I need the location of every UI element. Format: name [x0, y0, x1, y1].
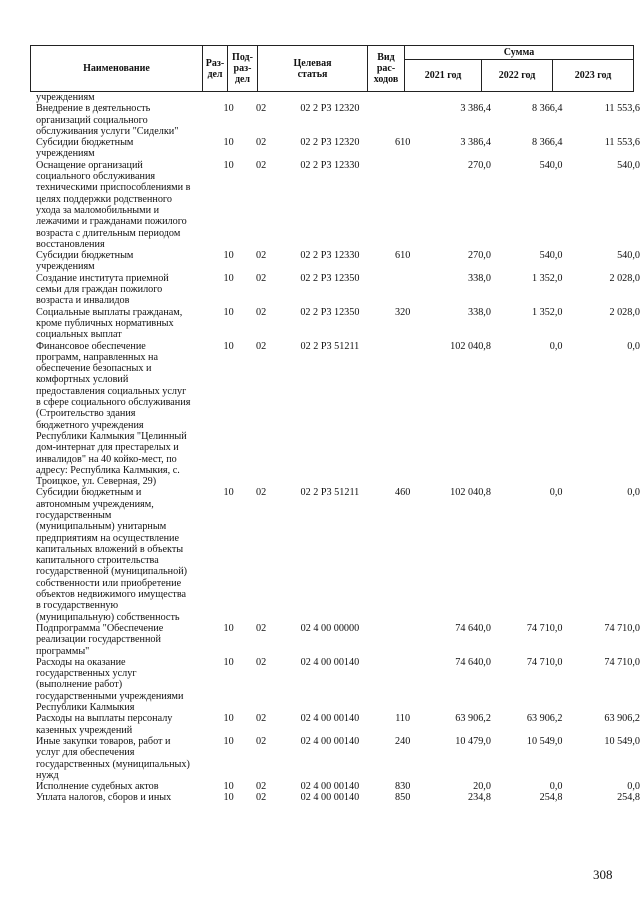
row-sum-2021: 338,0 [468, 306, 491, 318]
row-podrazdel: 02 [256, 713, 267, 725]
row-vid: 850 [395, 792, 411, 804]
table-row [0, 307, 640, 341]
row-sum-2021: 10 479,0 [455, 735, 491, 747]
row-sum-2022: 540,0 [539, 250, 563, 262]
row-podrazdel: 02 [256, 137, 267, 149]
table-header [30, 45, 634, 92]
row-vid: 460 [395, 487, 411, 499]
row-sum-2022: 0,0 [549, 781, 563, 793]
row-podrazdel: 02 [256, 656, 267, 668]
row-sum-2021: 74 640,0 [455, 656, 491, 668]
row-sum-2023: 0,0 [627, 487, 640, 499]
row-razdel: 10 [223, 103, 234, 115]
row-podrazdel: 02 [256, 340, 267, 352]
row-sum-2023: 11 553,6 [604, 103, 640, 115]
row-sum-2023: 11 553,6 [604, 137, 640, 149]
row-name: Оснащение организаций социального обслуживания техническими приспособлениями в целях поддержки родственного ухода за маломобильными и лежачими и гражданами пожилого возраста с длительным периодом восстановления [36, 159, 191, 250]
row-razdel: 10 [223, 159, 234, 171]
row-sum-2021: 3 386,4 [460, 103, 491, 115]
table-row [0, 487, 640, 623]
row-sum-2021: 20,0 [473, 781, 491, 793]
row-razdel: 10 [223, 656, 234, 668]
row-sum-2021: 270,0 [468, 250, 491, 262]
row-celevaya: 02 2 Р3 12350 [300, 272, 360, 284]
row-sum-2023: 2 028,0 [609, 272, 640, 284]
row-celevaya: 02 4 00 00000 [300, 622, 360, 634]
row-name: Субсидии бюджетным и автономным учреждениям, государственным (муниципальным) унитарным предприятиям на осуществление капитальных вложений в объекты капитального строительства государственной (муниципальной) собственности или приобретение объектов недвижимого имущества в государственную (муниципальную) собственность [36, 487, 188, 623]
row-podrazdel: 02 [256, 272, 267, 284]
row-sum-2023: 0,0 [627, 340, 640, 352]
row-vid: 610 [395, 250, 411, 262]
table-row [0, 623, 640, 657]
row-sum-2022: 10 549,0 [526, 735, 563, 747]
row-sum-2022: 0,0 [549, 487, 563, 499]
row-podrazdel: 02 [256, 622, 267, 634]
row-celevaya: 02 4 00 00140 [300, 713, 360, 725]
row-podrazdel: 02 [256, 792, 267, 804]
row-name: Создание института приемной семьи для граждан пожилого возраста и инвалидов [36, 272, 169, 307]
row-razdel: 10 [223, 487, 234, 499]
row-name: Уплата налогов, сборов и иных [36, 792, 172, 804]
row-razdel: 10 [223, 792, 234, 804]
row-sum-2022: 8 366,4 [531, 137, 563, 149]
row-celevaya: 02 2 Р3 12320 [300, 137, 360, 149]
table-row [0, 273, 640, 307]
row-sum-2022: 74 710,0 [526, 656, 563, 668]
row-sum-2021: 3 386,4 [460, 137, 491, 149]
row-sum-2023: 0,0 [627, 781, 640, 793]
row-sum-2021: 74 640,0 [455, 622, 491, 634]
table-row [0, 713, 640, 736]
row-celevaya: 02 4 00 00140 [300, 656, 360, 668]
header-celevaya-statya: Целевая статья [258, 46, 368, 92]
header-year-2021: 2021 год [405, 60, 482, 92]
row-sum-2023: 540,0 [617, 250, 640, 262]
table-row [0, 341, 640, 488]
row-name: Финансовое обеспечение программ, направленных на обеспечение безопасных и комфортных условий предоставления социальных услуг в сфере социального обслуживания (Строительство здания бюджетного учреждения Республики Калмыкия "Целинный дом-интернат для престарелых и инвалидов" на 40 койко-мест, по адресу: Республика Калмыкия, с. Троицкое, ул. Северная, 29) [36, 340, 191, 488]
table-row [0, 736, 640, 781]
row-razdel: 10 [223, 137, 234, 149]
row-celevaya: 02 2 Р3 12320 [300, 103, 360, 115]
row-celevaya: 02 4 00 00140 [300, 792, 360, 804]
row-name: Подпрограмма "Обеспечение реализации государственной программы" [36, 622, 164, 657]
row-sum-2022: 8 366,4 [531, 103, 563, 115]
row-podrazdel: 02 [256, 487, 267, 499]
table-row [0, 137, 640, 160]
row-name: Иные закупки товаров, работ и услуг для обеспечения государственных (муниципальных) нужд [36, 735, 190, 781]
header-name: Наименование [31, 46, 203, 92]
row-sum-2023: 63 906,2 [604, 713, 640, 725]
row-sum-2021: 338,0 [468, 272, 491, 284]
header-year-2022: 2022 год [482, 60, 553, 92]
row-name: Социальные выплаты гражданам, кроме публичных нормативных социальных выплат [36, 306, 183, 341]
row-sum-2021: 102 040,8 [450, 340, 491, 352]
row-podrazdel: 02 [256, 103, 267, 115]
row-vid: 320 [395, 306, 411, 318]
row-podrazdel: 02 [256, 735, 267, 747]
row-razdel: 10 [223, 306, 234, 318]
header-razdel: Раз- дел [203, 46, 228, 92]
row-podrazdel: 02 [256, 250, 267, 262]
row-celevaya: 02 4 00 00140 [300, 735, 360, 747]
row-vid: 830 [395, 781, 411, 793]
row-razdel: 10 [223, 250, 234, 262]
header-vid-rashodov: Вид рас- ходов [368, 46, 405, 92]
row-sum-2022: 540,0 [539, 159, 563, 171]
row-sum-2021: 102 040,8 [450, 487, 491, 499]
row-sum-2023: 10 549,0 [604, 735, 640, 747]
row-sum-2023: 74 710,0 [604, 622, 640, 634]
table-row [0, 250, 640, 273]
row-name: Внедрение в деятельность организаций социального обслуживания услуги "Сиделки" [36, 103, 179, 137]
row-sum-2022: 74 710,0 [526, 622, 563, 634]
row-name: Расходы на выплаты персоналу казенных учреждений [36, 713, 173, 736]
table-row [0, 92, 640, 103]
row-sum-2023: 254,8 [617, 792, 640, 804]
row-name: Субсидии бюджетным учреждениям [36, 250, 134, 273]
row-sum-2023: 2 028,0 [609, 306, 640, 318]
row-celevaya: 02 2 Р3 12330 [300, 159, 360, 171]
row-celevaya: 02 4 00 00140 [300, 781, 360, 793]
row-sum-2023: 74 710,0 [604, 656, 640, 668]
row-podrazdel: 02 [256, 159, 267, 171]
row-razdel: 10 [223, 272, 234, 284]
header-year-2023: 2023 год [553, 60, 634, 92]
row-podrazdel: 02 [256, 781, 267, 793]
table-row [0, 781, 640, 792]
row-sum-2022: 1 352,0 [531, 272, 563, 284]
row-celevaya: 02 2 Р3 12330 [300, 250, 360, 262]
row-razdel: 10 [223, 713, 234, 725]
row-sum-2021: 270,0 [468, 159, 491, 171]
row-sum-2021: 234,8 [468, 792, 491, 804]
row-sum-2022: 254,8 [539, 792, 563, 804]
row-celevaya: 02 2 Р3 12350 [300, 306, 360, 318]
row-celevaya: 02 2 Р3 51211 [300, 487, 360, 499]
row-sum-2023: 540,0 [617, 159, 640, 171]
row-razdel: 10 [223, 781, 234, 793]
row-celevaya: 02 2 Р3 51211 [300, 340, 360, 352]
row-razdel: 10 [223, 735, 234, 747]
row-sum-2022: 0,0 [549, 340, 563, 352]
table-row [0, 792, 640, 803]
row-podrazdel: 02 [256, 306, 267, 318]
page-number: 308 [593, 867, 613, 882]
table-row [0, 657, 640, 713]
header-podrazdel: Под- раз- дел [228, 46, 258, 92]
row-sum-2021: 63 906,2 [455, 713, 491, 725]
header-summa: Сумма [405, 46, 634, 60]
row-name: Расходы на оказание государственных услуг (выполнение работ) государственными учреждениями Республики Калмыкия [36, 656, 184, 714]
row-vid: 610 [395, 137, 411, 149]
row-vid: 110 [395, 713, 411, 725]
table-row [0, 160, 640, 250]
table-body [0, 92, 640, 804]
row-razdel: 10 [223, 340, 234, 352]
row-sum-2022: 1 352,0 [531, 306, 563, 318]
row-sum-2022: 63 906,2 [526, 713, 563, 725]
table-row [0, 103, 640, 137]
row-name: Исполнение судебных актов [36, 781, 159, 793]
row-name: Субсидии бюджетным учреждениям [36, 137, 134, 160]
row-name: учреждениям [36, 92, 95, 103]
row-razdel: 10 [223, 622, 234, 634]
row-vid: 240 [395, 735, 411, 747]
